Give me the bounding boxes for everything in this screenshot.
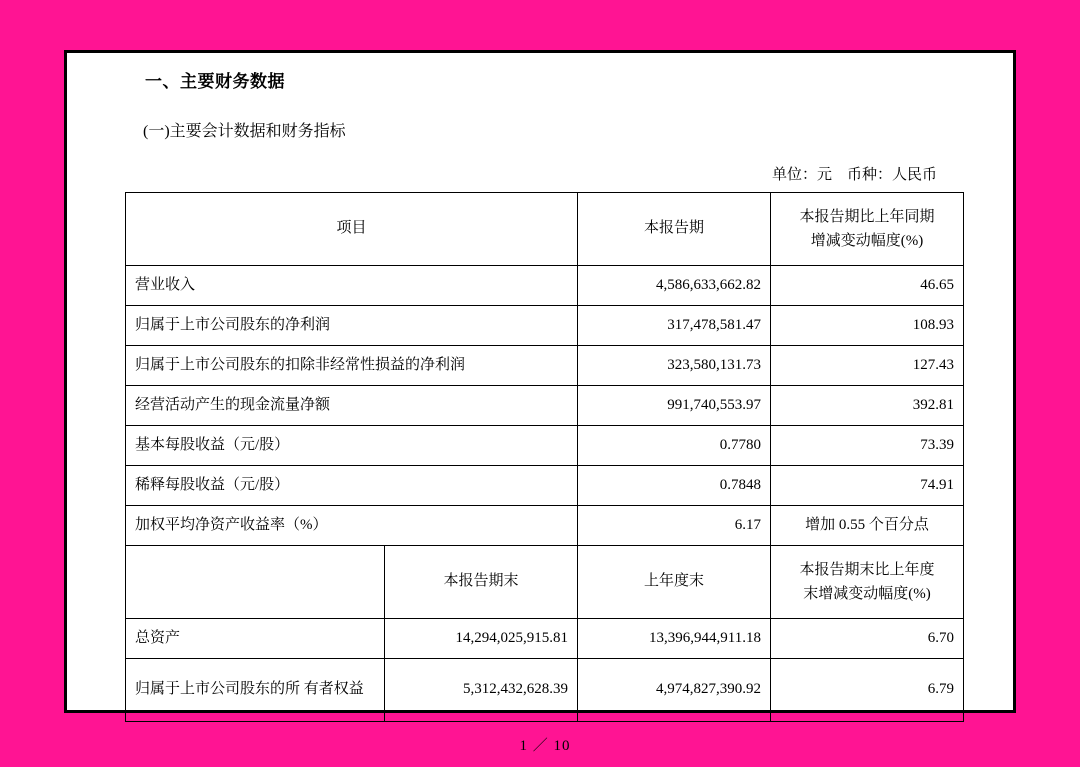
row-label-line2: 有者权益 [303, 681, 364, 698]
row-value-last-year-end: 13,396,944,911.18 [578, 619, 771, 659]
row-label [126, 659, 385, 722]
row-label: 营业收入 [126, 266, 578, 306]
row-value-period-end: 5,312,432,628.39 [385, 659, 578, 722]
header-last-year-end: 上年度末 [578, 546, 771, 619]
row-label: 基本每股收益（元/股） [126, 426, 578, 466]
table-row [126, 466, 964, 506]
table-row [126, 266, 964, 306]
document-page [64, 50, 1016, 754]
header-change-line1: 本报告期比上年同期 [799, 209, 935, 225]
row-value: 6.17 [578, 506, 771, 546]
row-value: 317,478,581.47 [578, 306, 771, 346]
row-label: 总资产 [126, 619, 385, 659]
row-change: 6.70 [771, 619, 964, 659]
row-value-last-year-end: 4,974,827,390.92 [578, 659, 771, 722]
row-value: 0.7848 [578, 466, 771, 506]
row-change: 392.81 [771, 386, 964, 426]
financial-table-period [125, 192, 964, 546]
page-indicator: 1 ／ 10 [519, 738, 571, 754]
row-change: 6.79 [771, 659, 964, 722]
row-value-period-end: 14,294,025,915.81 [385, 619, 578, 659]
table-row [126, 619, 964, 659]
row-change: 127.43 [771, 346, 964, 386]
unit-currency-note: 单位：元 币种：人民币 [771, 167, 937, 183]
row-label: 归属于上市公司股东的扣除非经常性损益的净利润 [126, 346, 578, 386]
page-content [125, 67, 965, 755]
header-change-line2: 末增减变动幅度(%) [803, 586, 931, 602]
header-item: 项目 [126, 193, 578, 266]
header-change [771, 193, 964, 266]
financial-table-balance [125, 545, 964, 722]
row-value: 4,586,633,662.82 [578, 266, 771, 306]
row-change: 46.65 [771, 266, 964, 306]
row-change: 74.91 [771, 466, 964, 506]
header-period-end: 本报告期末 [385, 546, 578, 619]
header-change [771, 546, 964, 619]
table-header-row [126, 546, 964, 619]
subsection-title: (一)主要会计数据和财务指标 [143, 123, 346, 140]
row-change: 108.93 [771, 306, 964, 346]
header-change-line1: 本报告期末比上年度 [799, 562, 935, 578]
section-title: 一、主要财务数据 [145, 72, 285, 91]
header-change-line2: 增减变动幅度(%) [810, 233, 924, 249]
table-header-row [126, 193, 964, 266]
table-row [126, 346, 964, 386]
row-label: 稀释每股收益（元/股） [126, 466, 578, 506]
row-value: 0.7780 [578, 426, 771, 466]
header-current-period: 本报告期 [578, 193, 771, 266]
table-row [126, 306, 964, 346]
table-row [126, 386, 964, 426]
row-label: 加权平均净资产收益率（%） [126, 506, 578, 546]
table-row [126, 659, 964, 722]
row-value: 323,580,131.73 [578, 346, 771, 386]
table-row [126, 506, 964, 546]
header-item-empty [126, 546, 385, 619]
row-change: 73.39 [771, 426, 964, 466]
table-row [126, 426, 964, 466]
row-label: 经营活动产生的现金流量净额 [126, 386, 578, 426]
row-label-line1: 归属于上市公司股东的所 [135, 681, 301, 698]
row-change: 增加 0.55 个百分点 [771, 506, 964, 546]
row-value: 991,740,553.97 [578, 386, 771, 426]
row-label: 归属于上市公司股东的净利润 [126, 306, 578, 346]
